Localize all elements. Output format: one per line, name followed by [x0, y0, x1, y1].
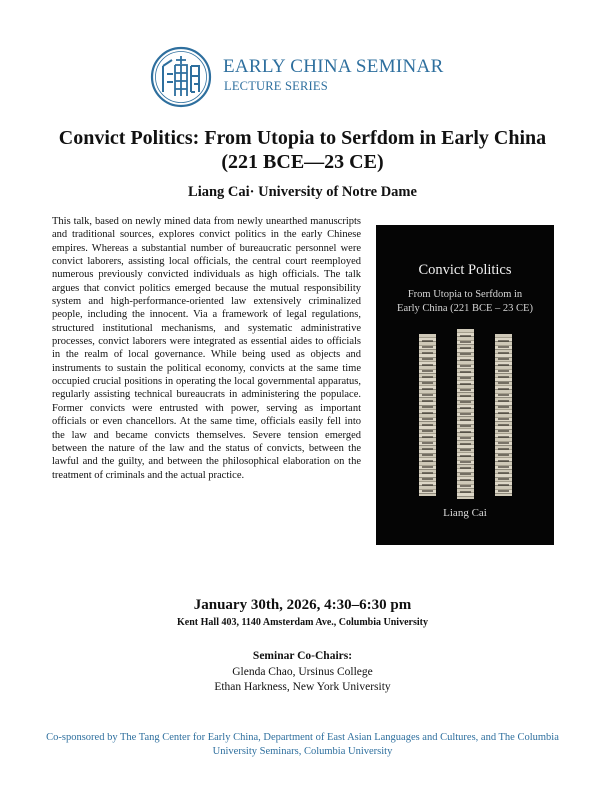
book-author: Liang Cai — [443, 507, 487, 519]
book-subtitle-line-1: From Utopia to Serfdom in — [407, 289, 523, 300]
event-date: January 30th, 2026, 4:30–6:30 pm — [193, 597, 412, 613]
speaker-name: Liang Cai· University of Notre Dame — [188, 184, 417, 200]
book-cover — [376, 225, 554, 545]
seminar-title: EARLY CHINA SEMINAR — [223, 56, 444, 77]
event-location: Kent Hall 403, 1140 Amsterdam Ave., Columbia University — [177, 617, 428, 628]
bamboo-slip-image — [495, 334, 512, 496]
bamboo-slip-image — [457, 329, 474, 499]
co-chair-name: Glenda Chao, Ursinus College — [232, 666, 373, 678]
cosponsor-note: Co-sponsored by The Tang Center for Early China, Department of East Asian Languages and Cultures, and The Columbia University Seminars, Columbia University — [46, 732, 559, 757]
talk-abstract: This talk, based on newly mined data from newly unearthed manuscripts and traditional sources, explores convict politics in the early Chinese empires. Whereas a substantial number of bureaucratic personnel were convict laborers, assisting local officials, the central court reemployed numerous previously convicted individuals as high officials. The talk argues that convict politics emerged because the mutual responsibility system and high-performance-oriented law extensively criminalized people, including the innocent. Via a framework of legal regulations, structured institutional mechanisms, and systematic administrative processes, convict laborers were integrated as essential aides to officials in the realm of local governance. While being used as objects and instruments to sustain the political economy, convicts at the same time occupied crucial positions in operating the local governmental apparatus, regularly assisting technical bureaucrats in administering the populace. Former convicts were entrusted with power, serving as important officials or even chancellors. At the same time, officials easily fell into the law and became convicts themselves. Severe tension emerged between the nature of the law and the status of convicts, between the lawful and the guilty, and between the philosophical elaboration on the treatment of criminals and the actual practice. — [52, 216, 361, 481]
co-chair-name: Ethan Harkness, New York University — [214, 681, 391, 693]
book-subtitle-line-2: Early China (221 BCE – 23 CE) — [397, 303, 533, 314]
book-title: Convict Politics — [418, 262, 512, 278]
co-chairs-label: Seminar Co-Chairs: — [252, 650, 353, 662]
seminar-header — [150, 46, 470, 106]
talk-title-line-1: Convict Politics: From Utopia to Serfdom in Early China — [58, 127, 547, 149]
seminar-seal-logo-icon — [150, 46, 212, 108]
talk-title — [0, 126, 605, 174]
seminar-subtitle: LECTURE SERIES — [224, 79, 328, 93]
bamboo-slip-image — [419, 334, 436, 496]
talk-title-line-2: (221 BCE—23 CE) — [221, 151, 384, 173]
book-subtitle — [376, 288, 554, 316]
